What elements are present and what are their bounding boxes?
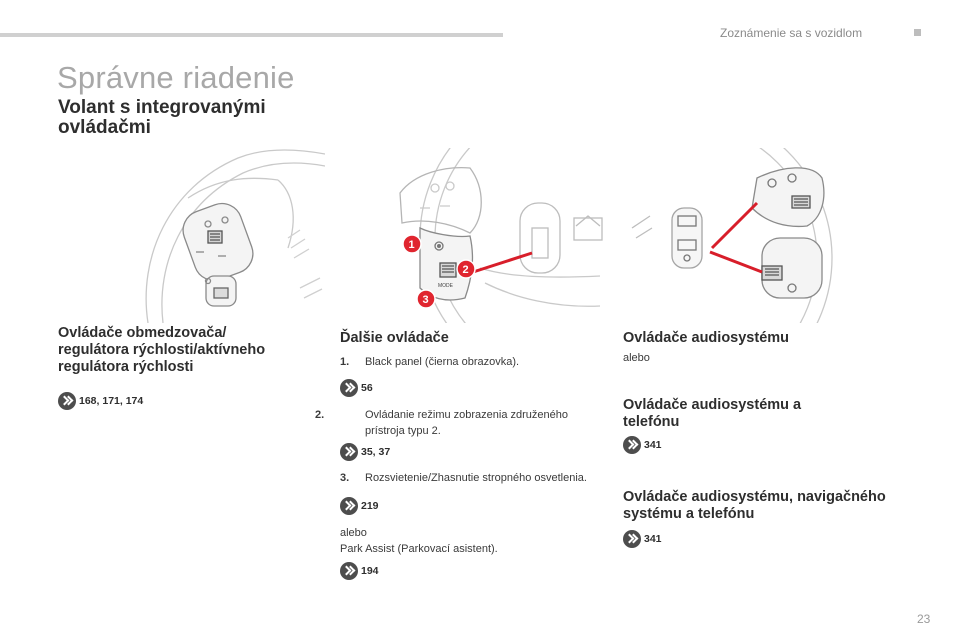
page-ref-icon (340, 497, 358, 515)
item-3-ref[interactable]: 219 (340, 497, 379, 515)
callout-1: 1 (408, 239, 415, 251)
item-2: 2. Ovládanie režimu zobrazenia združeného prístroja typu 2. (315, 409, 569, 437)
header-square-icon (914, 29, 921, 36)
page-ref-icon (623, 436, 641, 454)
steering-wheel-audio-illustration (622, 148, 878, 323)
page-ref-icon (623, 530, 641, 548)
page-title: Správne riadenie (57, 60, 295, 95)
page-ref-icon (340, 562, 358, 580)
audio-phone-ref[interactable]: 341 (623, 436, 662, 454)
audio-phone-heading: Ovládače audiosystému a telefónu (623, 397, 802, 430)
steering-wheel-other-controls-illustration (340, 148, 620, 323)
cruise-control-ref[interactable]: 168, 171, 174 (58, 392, 143, 410)
page-ref-icon (58, 392, 76, 410)
callout-2: 2 (462, 264, 469, 276)
item-3: 3. Rozsvietenie/Zhasnutie stropného osvetlenia. (340, 472, 587, 484)
callout-3: 3 (422, 294, 429, 306)
audio-heading: Ovládače audiosystému (623, 330, 790, 346)
item-1-ref[interactable]: 56 (340, 379, 373, 397)
page-ref-icon (340, 443, 358, 461)
item-2-ref[interactable]: 35, 37 (340, 443, 390, 461)
right-or-text: alebo (623, 352, 650, 364)
park-assist-ref[interactable]: 194 (340, 562, 379, 580)
page-ref-icon (340, 379, 358, 397)
section-title: Volant s integrovanými ovládačmi (58, 97, 266, 138)
steering-wheel-cruise-illustration (128, 148, 325, 323)
park-assist-text: Park Assist (Parkovací asistent). (340, 543, 498, 555)
mode-button-label: MODE (438, 283, 453, 289)
header-bar (0, 33, 503, 37)
middle-or-text: alebo (340, 527, 367, 539)
chapter-title: Zoznámenie sa s vozidlom (720, 26, 863, 40)
page-number: 23 (917, 612, 931, 626)
cruise-control-heading: Ovládače obmedzovača/ regulátora rýchlosti/aktívneho regulátora rýchlosti (58, 325, 266, 375)
other-controls-heading: Ďalšie ovládače (340, 330, 449, 346)
item-1: 1. Black panel (čierna obrazovka). (340, 356, 520, 368)
audio-nav-phone-heading: Ovládače audiosystému, navigačného systému a telefónu (623, 489, 886, 522)
audio-nav-phone-ref[interactable]: 341 (623, 530, 662, 548)
